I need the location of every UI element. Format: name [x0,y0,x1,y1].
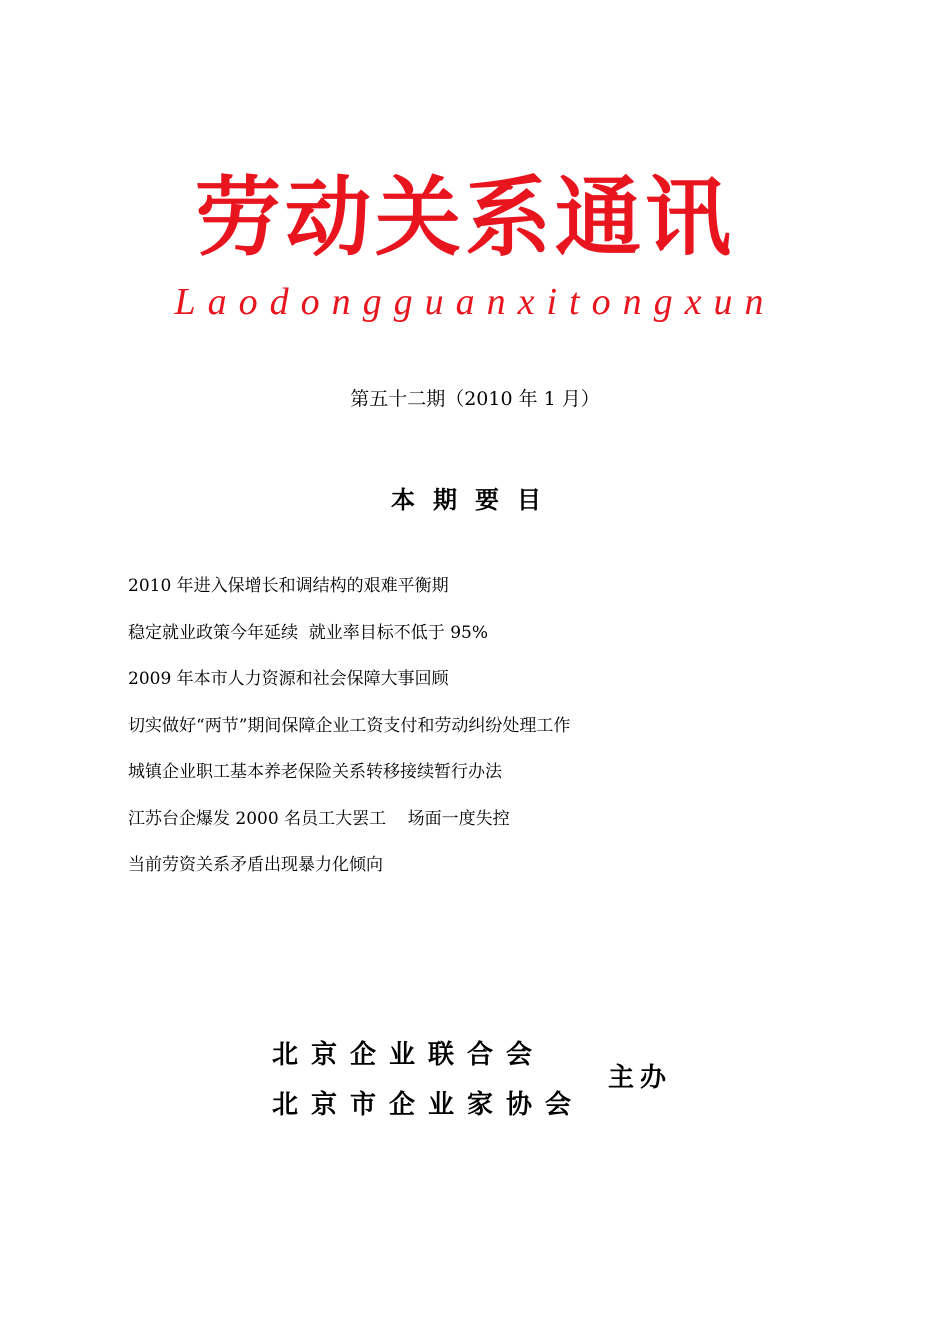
sponsor-organizations [272,1030,584,1130]
issue-number: 第五十二期（2010 年 1 月） [350,388,600,410]
contents-list [128,572,828,898]
contents-item: 当前劳资关系矛盾出现暴力化倾向 [128,855,383,875]
sponsor-name: 北京市企业家协会 [272,1090,585,1120]
contents-item: 2009 年本市人力资源和社会保障大事回顾 [128,669,449,689]
masthead-pinyin: Laodongguanxitongxun [174,281,776,323]
contents-heading: 本期要目 [391,486,559,514]
contents-item: 切实做好“两节”期间保障企业工资支付和劳动纠纷处理工作 [128,715,571,736]
contents-item: 城镇企业职工基本养老保险关系转移接续暂行办法 [128,762,502,782]
contents-item: 江苏台企爆发 2000 名员工大罢工 场面一度失控 [128,808,510,829]
contents-item: 2010 年进入保增长和调结构的艰难平衡期 [128,576,449,596]
sponsor-name: 北京企业联合会 [272,1040,546,1070]
masthead-title: 劳动关系通讯 [195,167,735,268]
contents-item: 稳定就业政策今年延续 就业率目标不低于 95% [128,622,488,643]
host-label: 主办 [608,1063,673,1093]
